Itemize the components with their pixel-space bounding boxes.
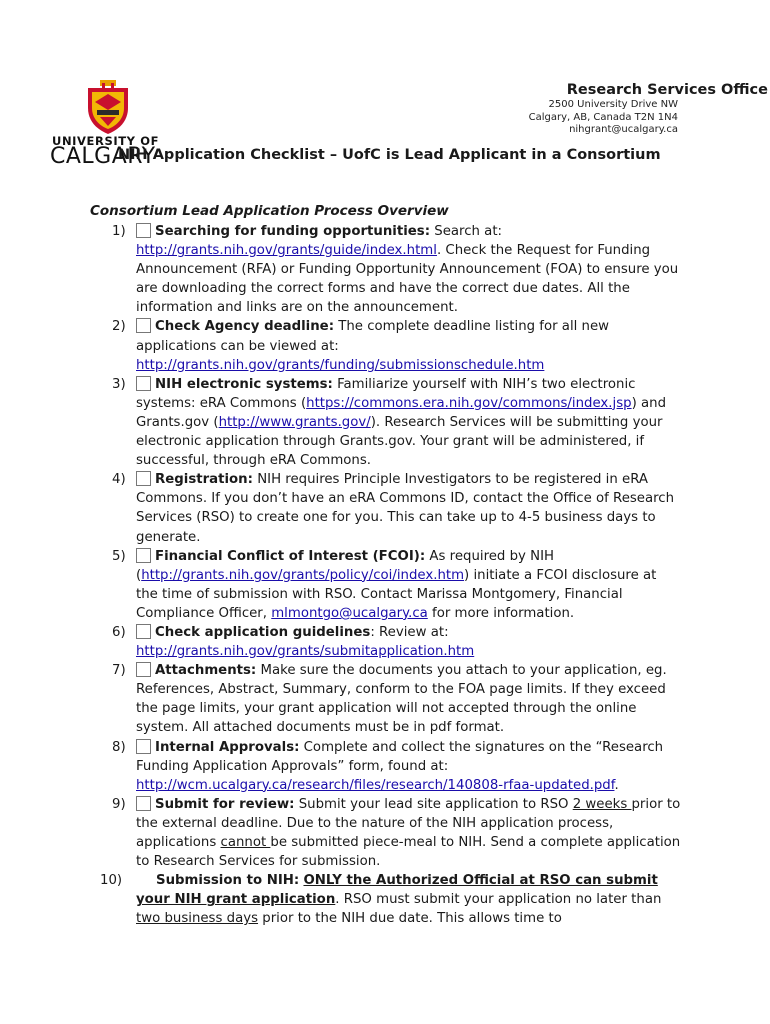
item-text: . <box>614 777 619 793</box>
item-text: ) initiate a FCOI disclosure at the time of submission with RSO. Contact Marissa Montgomery, Financial Compliance Officer, <box>136 567 657 621</box>
item-number: 5) <box>112 548 126 564</box>
checklist-item <box>100 871 682 928</box>
contact-email: nihgrant@ucalgary.ca <box>569 124 678 135</box>
checkbox[interactable] <box>136 796 151 811</box>
grants-gov-link[interactable]: http://www.grants.gov/ <box>218 414 371 430</box>
underlined-text: 2 weeks <box>572 796 632 812</box>
item-number: 1) <box>112 224 126 239</box>
underlined-text: ONLY the Authorized Official at RSO can submit your NIH grant application <box>136 873 658 908</box>
item-text: NIH requires Principle Investigators to be registered in eRA Commons. If you don’t have an eRA Commons ID, contact the Office of Research Services (RSO) to create one for you. This can take up to 4-5 business days to generate. <box>136 472 675 545</box>
coi-policy-link[interactable]: http://grants.nih.gov/grants/policy/coi/index.htm <box>141 567 465 583</box>
item-number: 10) <box>100 873 123 889</box>
document-title: NIH Application Checklist – UofC is Lead Applicant in a Consortium <box>118 147 661 163</box>
checklist-item <box>112 738 682 795</box>
item-text: The complete deadline listing for all new applications can be viewed at: <box>136 319 610 354</box>
item-title: Searching for funding opportunities: <box>155 224 431 239</box>
submit-application-link[interactable]: http://grants.nih.gov/grants/submitapplication.htm <box>136 644 475 660</box>
checklist-item <box>112 547 682 623</box>
item-text: As required by NIH ( <box>136 548 554 583</box>
item-text: : Review at: <box>370 624 449 640</box>
checkbox[interactable] <box>136 471 151 486</box>
item-text: Familiarize yourself with NIH’s two electronic systems: eRA Commons ( <box>136 376 636 411</box>
section-heading: Consortium Lead Application Process Overview <box>90 203 449 219</box>
item-title: Registration: <box>155 472 253 488</box>
checklist-item <box>112 470 682 546</box>
calgary-text: CALGARY <box>50 144 156 169</box>
item-number: 7) <box>112 663 126 679</box>
funding-guide-link[interactable]: http://grants.nih.gov/grants/guide/index.html <box>136 243 437 259</box>
checkbox[interactable] <box>136 624 151 639</box>
rfaa-form-link[interactable]: http://wcm.ucalgary.ca/research/files/research/140808-rfaa-updated.pdf <box>136 777 615 793</box>
item-title: Submit for review: <box>155 796 295 812</box>
item-title: Submission to NIH: <box>156 873 300 889</box>
item-number: 6) <box>112 624 126 640</box>
address-line-1: 2500 University Drive NW <box>548 99 678 110</box>
checklist-item <box>112 623 682 661</box>
item-text: be submitted piece-meal to NIH. Send a complete application to Research Services for submission. <box>136 835 681 870</box>
item-text: for more information. <box>427 605 575 621</box>
item-text: Submit your lead site application to RSO <box>294 796 573 812</box>
underlined-text: cannot <box>220 835 271 850</box>
checkbox[interactable] <box>136 223 151 238</box>
checkbox[interactable] <box>136 548 151 563</box>
item-text: Search at: <box>430 224 503 239</box>
item-text: Make sure the documents you attach to your application, eg. References, Abstract, Summary, conform to the FOA page limits. If they exceed the page limits, your grant application will not accepted through the online system. All attached documents must be in pdf format. <box>136 663 667 736</box>
item-text: ) and Grants.gov ( <box>136 395 667 430</box>
university-crest-icon <box>86 80 130 134</box>
item-number: 9) <box>112 796 126 812</box>
checklist-item <box>112 661 682 737</box>
submission-schedule-link[interactable]: http://grants.nih.gov/grants/funding/submissionschedule.htm <box>136 357 545 373</box>
checkbox[interactable] <box>136 318 151 333</box>
address-line-2: Calgary, AB, Canada T2N 1N4 <box>528 112 678 123</box>
checkbox[interactable] <box>136 376 151 391</box>
checklist-item <box>112 222 682 317</box>
item-text: . Check the Request for Funding Announcement (RFA) or Funding Opportunity Announcement (FOA) to ensure you are downloading the correct forms and have the correct due dates. All the information and links are on the announcement. <box>136 243 679 316</box>
contact-email-link[interactable]: mlmontgo@ucalgary.ca <box>271 605 428 621</box>
item-title: NIH electronic systems: <box>155 376 333 392</box>
checklist-item <box>112 795 682 871</box>
checkbox[interactable] <box>136 662 151 677</box>
item-number: 8) <box>112 739 126 755</box>
item-title: Check application guidelines <box>155 624 371 640</box>
era-commons-link[interactable]: https://commons.era.nih.gov/commons/index.jsp <box>306 395 632 411</box>
checkbox[interactable] <box>136 739 151 754</box>
checklist-item <box>112 317 682 374</box>
item-text: ). Research Services will be submitting your electronic application through Grants.gov. Your grant will be administered, if successful, through eRA Commons. <box>136 414 663 469</box>
item-text: prior to the external deadline. Due to the nature of the NIH application process, applications <box>136 796 681 850</box>
item-title: Internal Approvals: <box>155 739 300 755</box>
item-title: Financial Conflict of Interest (FCOI): <box>155 548 426 564</box>
item-title: Check Agency deadline: <box>155 319 335 335</box>
checklist <box>100 222 682 928</box>
item-text: . RSO must submit your application no later than <box>335 892 662 908</box>
item-text: prior to the NIH due date. This allows time to <box>258 911 562 927</box>
item-number: 2) <box>112 319 126 335</box>
item-text: Complete and collect the signatures on the “Research Funding Application Approvals” form, found at: <box>136 739 664 774</box>
checklist-item <box>112 375 682 470</box>
university-of-text: UNIVERSITY OF <box>52 134 160 148</box>
item-number: 4) <box>112 472 126 488</box>
item-title: Attachments: <box>155 663 257 679</box>
item-number: 3) <box>112 376 126 392</box>
underlined-text: two business days <box>136 911 259 927</box>
office-name: Research Services Office <box>566 82 768 98</box>
